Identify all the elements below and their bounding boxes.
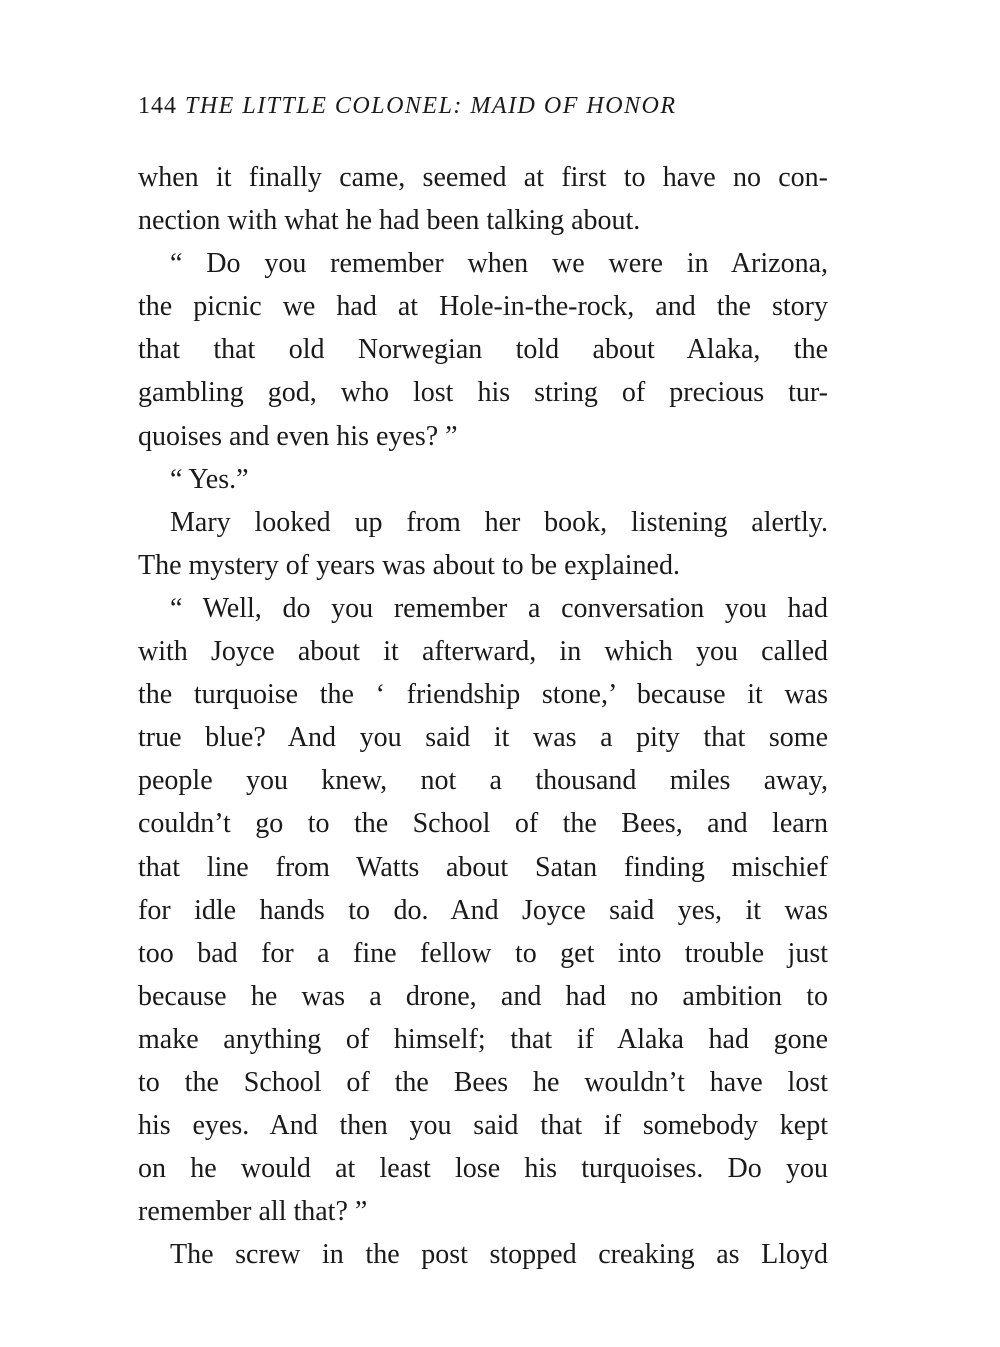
book-page bbox=[138, 88, 828, 1276]
text-line: the picnic we had at Hole-in-the-rock, and the story bbox=[138, 291, 828, 323]
text-line: gambling god, who lost his string of precious tur- bbox=[138, 377, 828, 409]
text-line: with Joyce about it afterward, in which you called bbox=[138, 636, 828, 668]
text-line: when it finally came, seemed at first to have no con- bbox=[138, 162, 828, 193]
text-line: people you knew, not a thousand miles away, bbox=[138, 765, 828, 797]
running-header bbox=[138, 88, 828, 124]
text-line: to the School of the Bees he wouldn’t have lost bbox=[138, 1066, 828, 1098]
text-line: his eyes. And then you said that if somebody kept bbox=[138, 1110, 828, 1142]
text-line: true blue? And you said it was a pity that some bbox=[138, 722, 828, 754]
page-number: 144 bbox=[138, 93, 177, 119]
text-line: “ Well, do you remember a conversation you had bbox=[170, 592, 828, 624]
text-line: too bad for a fine fellow to get into trouble just bbox=[138, 937, 828, 969]
text-line: that that old Norwegian told about Alaka, the bbox=[138, 334, 828, 366]
text-line: that line from Watts about Satan finding mischief bbox=[138, 851, 828, 883]
text-line: Mary looked up from her book, listening alertly. bbox=[170, 506, 828, 538]
text-line: The screw in the post stopped creaking as Lloyd bbox=[170, 1239, 828, 1271]
text-line: The mystery of years was about to be explained. bbox=[138, 549, 680, 581]
running-title: THE LITTLE COLONEL: MAID OF HONOR bbox=[185, 93, 677, 119]
text-line: for idle hands to do. And Joyce said yes, it was bbox=[138, 894, 828, 926]
text-line: quoises and even his eyes? ” bbox=[138, 420, 458, 452]
text-line: “ Yes.” bbox=[170, 463, 249, 495]
text-line: nection with what he had been talking about. bbox=[138, 205, 641, 237]
text-line: the turquoise the ‘ friendship stone,’ because it was bbox=[138, 679, 828, 711]
text-line: couldn’t go to the School of the Bees, and learn bbox=[138, 808, 828, 840]
text-line: on he would at least lose his turquoises. Do you bbox=[138, 1153, 828, 1185]
body-text bbox=[138, 156, 828, 1276]
text-line: because he was a drone, and had no ambition to bbox=[138, 980, 828, 1012]
text-line: remember all that? ” bbox=[138, 1196, 368, 1228]
text-line: make anything of himself; that if Alaka had gone bbox=[138, 1023, 828, 1055]
text-line: “ Do you remember when we were in Arizona, bbox=[170, 248, 828, 280]
